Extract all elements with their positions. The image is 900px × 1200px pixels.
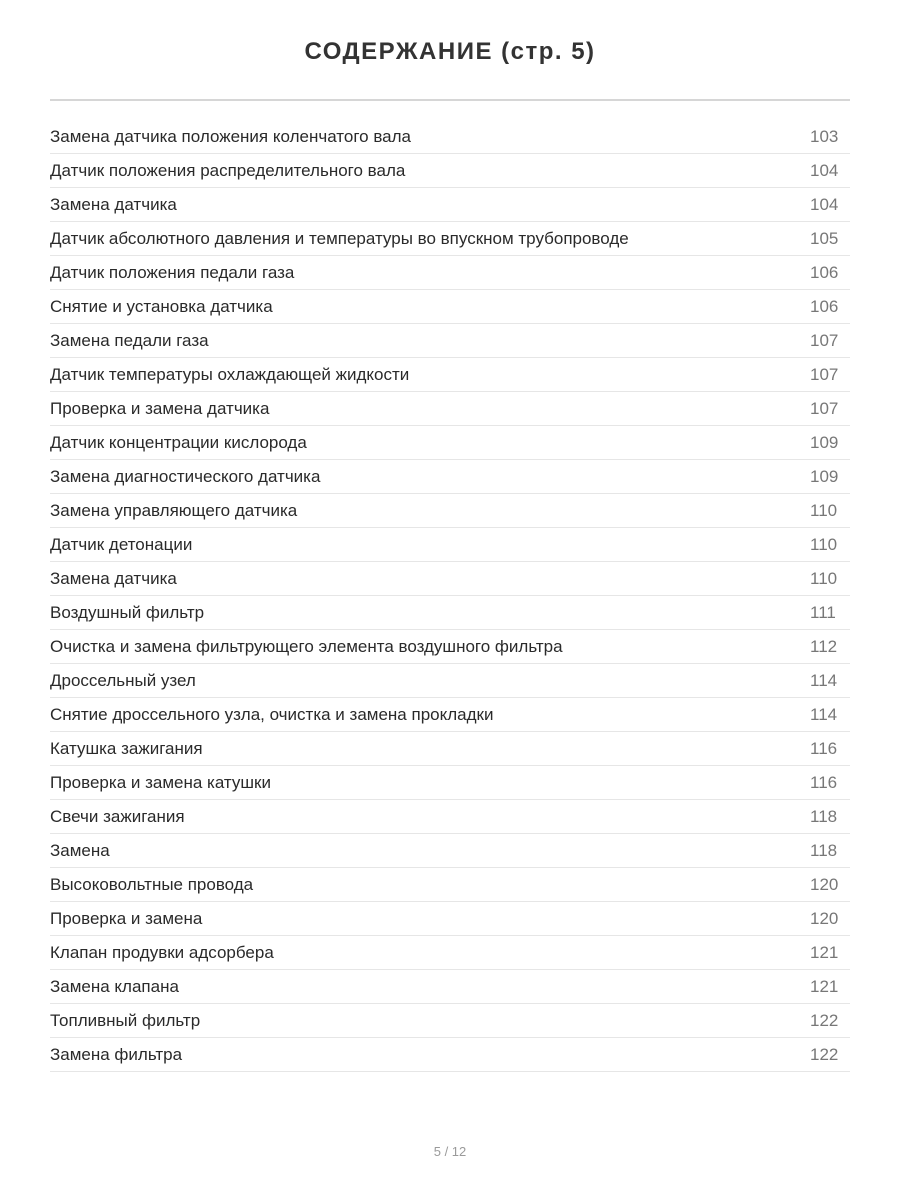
toc-entry-page-number: 112: [810, 636, 838, 656]
toc-entry-title: Снятие дроссельного узла, очистка и замена прокладки: [50, 704, 494, 724]
toc-entry-page-number: 118: [810, 840, 838, 860]
toc-entry-title: Проверка и замена: [50, 908, 203, 928]
toc-entry-title: Замена: [50, 840, 110, 860]
toc-entry-page-number: 109: [810, 466, 839, 486]
toc-entry-page-number: 116: [810, 772, 838, 792]
toc-entry[interactable]: [50, 698, 850, 732]
toc-entry-title: Замена педали газа: [50, 330, 209, 350]
toc-entry-title: Датчик абсолютного давления и температуры во впускном трубопроводе: [50, 228, 629, 248]
toc-entry-title: Катушка зажигания: [50, 738, 203, 758]
toc-entry-page-number: 118: [810, 806, 838, 826]
toc-entry[interactable]: [50, 1004, 850, 1038]
toc-entry-page-number: 114: [810, 704, 838, 724]
toc-entry-title: Замена датчика: [50, 568, 177, 588]
toc-entry[interactable]: [50, 494, 850, 528]
toc-entry-title: Снятие и установка датчика: [50, 296, 273, 316]
toc-entry-page-number: 109: [810, 432, 839, 452]
toc-entry-page-number: 122: [810, 1010, 839, 1030]
toc-entry-page-number: 121: [810, 976, 839, 996]
toc-entry[interactable]: [50, 358, 850, 392]
toc-entry-title: Замена диагностического датчика: [50, 466, 321, 486]
toc-entry-title: Датчик температуры охлаждающей жидкости: [50, 364, 410, 384]
toc-entry[interactable]: [50, 460, 850, 494]
toc-entry[interactable]: [50, 392, 850, 426]
toc-entry[interactable]: [50, 1038, 850, 1072]
table-of-contents: [50, 120, 850, 1072]
toc-entry[interactable]: [50, 970, 850, 1004]
toc-entry-page-number: 121: [810, 942, 839, 962]
toc-entry[interactable]: [50, 290, 850, 324]
toc-entry-page-number: 107: [810, 364, 839, 384]
toc-entry-page-number: 120: [810, 908, 839, 928]
toc-entry-page-number: 111: [810, 602, 836, 622]
page-indicator: 5 / 12: [433, 1144, 467, 1159]
page-title: СОДЕРЖАНИЕ (стр. 5): [304, 38, 596, 65]
toc-entry[interactable]: [50, 120, 850, 154]
toc-entry[interactable]: [50, 154, 850, 188]
toc-entry-page-number: 104: [810, 194, 839, 214]
toc-entry-page-number: 116: [810, 738, 838, 758]
toc-entry[interactable]: [50, 936, 850, 970]
toc-entry-title: Очистка и замена фильтрующего элемента воздушного фильтра: [50, 636, 563, 656]
toc-entry[interactable]: [50, 868, 850, 902]
toc-entry-title: Датчик положения педали газа: [50, 262, 295, 282]
toc-entry-title: Замена фильтра: [50, 1044, 183, 1064]
toc-entry-page-number: 104: [810, 160, 839, 180]
toc-entry-page-number: 110: [810, 568, 838, 588]
toc-entry-title: Воздушный фильтр: [50, 602, 205, 622]
toc-entry-title: Замена датчика: [50, 194, 177, 214]
toc-entry-page-number: 120: [810, 874, 839, 894]
toc-entry-page-number: 122: [810, 1044, 839, 1064]
toc-entry[interactable]: [50, 596, 850, 630]
toc-entry[interactable]: [50, 426, 850, 460]
toc-entry[interactable]: [50, 528, 850, 562]
toc-entry[interactable]: [50, 630, 850, 664]
toc-entry[interactable]: [50, 902, 850, 936]
toc-entry[interactable]: [50, 732, 850, 766]
toc-entry-title: Проверка и замена катушки: [50, 772, 271, 792]
toc-entry-page-number: 106: [810, 296, 839, 316]
toc-entry-title: Свечи зажигания: [50, 806, 185, 826]
toc-entry-page-number: 114: [810, 670, 838, 690]
toc-entry-title: Клапан продувки адсорбера: [50, 942, 274, 962]
toc-entry-page-number: 105: [810, 228, 839, 248]
toc-entry-page-number: 106: [810, 262, 839, 282]
toc-entry-title: Топливный фильтр: [50, 1010, 201, 1030]
toc-entry-title: Замена клапана: [50, 976, 179, 996]
toc-entry[interactable]: [50, 256, 850, 290]
toc-entry[interactable]: [50, 766, 850, 800]
toc-entry[interactable]: [50, 188, 850, 222]
toc-entry-page-number: 110: [810, 500, 838, 520]
toc-entry-title: Датчик детонации: [50, 534, 193, 554]
toc-entry-title: Замена датчика положения коленчатого вала: [50, 126, 411, 146]
toc-entry[interactable]: [50, 562, 850, 596]
toc-entry[interactable]: [50, 222, 850, 256]
toc-entry[interactable]: [50, 324, 850, 358]
toc-entry-title: Датчик концентрации кислорода: [50, 432, 307, 452]
toc-entry[interactable]: [50, 834, 850, 868]
title-divider: [50, 99, 850, 101]
toc-entry-page-number: 107: [810, 330, 839, 350]
toc-entry[interactable]: [50, 800, 850, 834]
toc-entry-page-number: 110: [810, 534, 838, 554]
toc-entry-title: Дроссельный узел: [50, 670, 196, 690]
toc-entry-page-number: 103: [810, 126, 839, 146]
toc-entry-title: Высоковольтные провода: [50, 874, 254, 894]
toc-entry-title: Проверка и замена датчика: [50, 398, 270, 418]
toc-entry-page-number: 107: [810, 398, 839, 418]
toc-entry[interactable]: [50, 664, 850, 698]
toc-entry-title: Замена управляющего датчика: [50, 500, 298, 520]
toc-entry-title: Датчик положения распределительного вала: [50, 160, 406, 180]
